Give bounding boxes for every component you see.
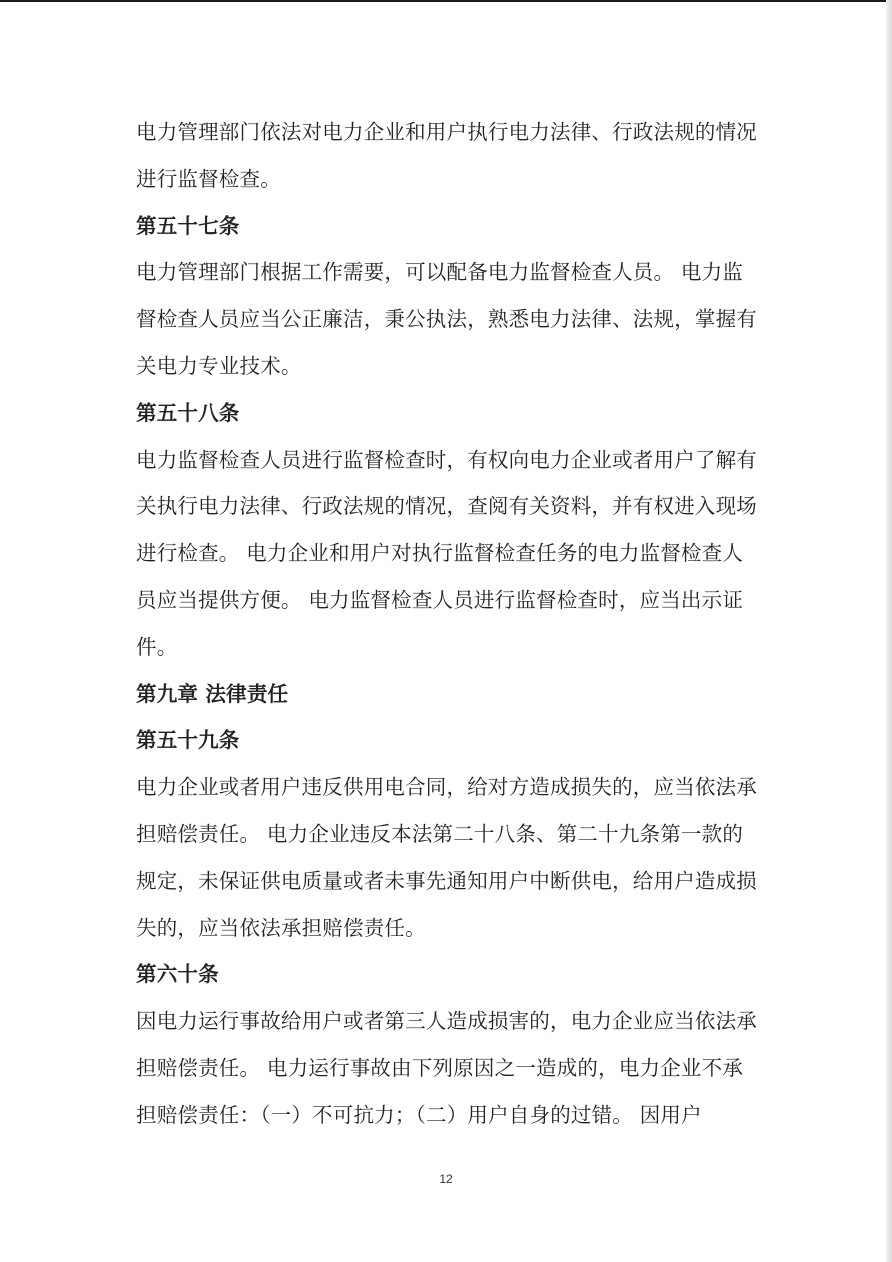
top-border-rule [0,0,892,2]
article-heading: 第六十条 [136,962,219,987]
body-text-line: 员应当提供方便。 电力监督检查人员进行监督检查时，应当出示证 [136,587,744,612]
body-text-line: 电力管理部门根据工作需要，可以配备电力监督检查人员。 电力监 [136,260,744,285]
body-text-line: 进行监督检查。 [136,166,281,191]
body-text-line: 担赔偿责任。 电力企业违反本法第二十八条、第二十九条第一款的 [136,821,744,846]
body-text-line: 关执行电力法律、行政法规的情况，查阅有关资料，并有权进入现场 [136,494,757,519]
page-number: 12 [439,1172,453,1186]
body-text-line: 因电力运行事故给用户或者第三人造成损害的，电力企业应当依法承 [136,1009,757,1034]
article-heading: 第九章 法律责任 [136,681,289,706]
page-right-edge [886,0,892,1262]
article-heading: 第五十九条 [136,728,240,753]
body-text-line: 关电力专业技术。 [136,353,302,378]
body-text-line: 件。 [136,634,178,659]
body-text-line: 督检查人员应当公正廉洁，秉公执法，熟悉电力法律、法规，掌握有 [136,307,757,332]
body-text-line: 担赔偿责任：（一）不可抗力；（二）用户自身的过错。 因用户 [136,1102,702,1127]
body-text-line: 进行检查。 电力企业和用户对执行监督检查任务的电力监督检查人 [136,541,744,566]
body-text-line: 担赔偿责任。 电力运行事故由下列原因之一造成的，电力企业不承 [136,1055,744,1080]
body-text-line: 规定，未保证供电质量或者未事先通知用户中断供电，给用户造成损 [136,868,757,893]
article-heading: 第五十八条 [136,400,240,425]
body-text-line: 电力监督检查人员进行监督检查时，有权向电力企业或者用户了解有 [136,447,757,472]
article-heading: 第五十七条 [136,213,240,238]
document-body [136,109,760,1139]
body-text-line: 电力管理部门依法对电力企业和用户执行电力法律、行政法规的情况 [136,120,757,144]
body-text-line: 失的，应当依法承担赔偿责任。 [136,915,426,940]
body-text-line: 电力企业或者用户违反供用电合同，给对方造成损失的，应当依法承 [136,775,757,800]
